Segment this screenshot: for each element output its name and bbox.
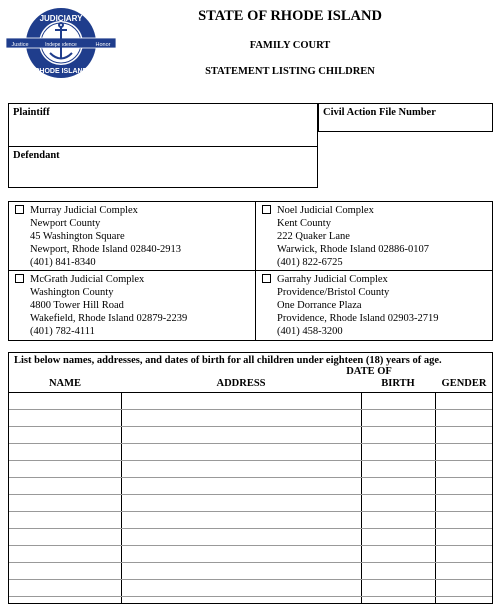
court-option-murray — [12, 204, 242, 269]
court-street: 222 Quaker Lane — [277, 231, 350, 242]
column-header-birth: BIRTH — [381, 378, 415, 389]
defendant-label: Defendant — [13, 150, 60, 161]
children-table — [8, 352, 493, 604]
table-row-line — [9, 494, 492, 495]
court-checkbox-mcgrath[interactable] — [15, 274, 24, 283]
table-row-line — [9, 460, 492, 461]
column-header-address: ADDRESS — [216, 378, 266, 389]
table-row-line — [9, 477, 492, 478]
court-county: Newport County — [30, 218, 101, 229]
seal-bottom-text: RHODE ISLAND — [34, 68, 88, 75]
seal-center-word: Independence — [45, 42, 77, 48]
table-row-line — [9, 596, 492, 597]
court-option-noel — [259, 204, 489, 269]
judiciary-seal — [6, 6, 116, 80]
court-county: Providence/Bristol County — [277, 287, 390, 298]
table-row-line — [9, 562, 492, 563]
civil-action-label: Civil Action File Number — [323, 107, 436, 118]
seal-top-text: JUDICIARY — [39, 14, 83, 23]
court-name: Murray Judicial Complex — [30, 205, 138, 216]
court-option-garrahy — [259, 273, 489, 338]
form-title: STATEMENT LISTING CHILDREN — [205, 66, 375, 77]
table-row-line — [9, 426, 492, 427]
court-title: FAMILY COURT — [249, 40, 331, 51]
table-row-line — [9, 545, 492, 546]
court-county: Kent County — [277, 218, 331, 229]
plaintiff-field[interactable] — [8, 103, 318, 147]
court-divider-horizontal — [9, 270, 492, 271]
column-header-date-of: DATE OF — [346, 366, 392, 377]
court-phone: (401) 782-4111 — [30, 326, 95, 337]
column-header-gender: GENDER — [441, 378, 487, 389]
court-street: 4800 Tower Hill Road — [30, 300, 124, 311]
court-checkbox-garrahy[interactable] — [262, 274, 271, 283]
state-title: STATE OF RHODE ISLAND — [198, 8, 382, 24]
court-county: Washington County — [30, 287, 114, 298]
court-divider-vertical — [255, 202, 256, 340]
column-header-name: NAME — [48, 378, 82, 389]
court-name: McGrath Judicial Complex — [30, 274, 145, 285]
table-header-rule — [9, 392, 492, 393]
defendant-field[interactable] — [8, 146, 318, 188]
table-row-line — [9, 579, 492, 580]
court-street: One Dorrance Plaza — [277, 300, 362, 311]
civil-action-field[interactable] — [318, 103, 493, 132]
court-locations — [8, 201, 493, 341]
table-row-line — [9, 409, 492, 410]
children-instruction: List below names, addresses, and dates of birth for all children under eighteen (18) years of age. — [14, 355, 442, 366]
column-divider — [435, 392, 436, 603]
court-city: Newport, Rhode Island 02840-2913 — [30, 244, 182, 255]
seal-left-word: Justice — [11, 42, 29, 48]
table-row-line — [9, 528, 492, 529]
table-row-line — [9, 511, 492, 512]
court-phone: (401) 458-3200 — [277, 326, 343, 337]
court-city: Providence, Rhode Island 02903-2719 — [277, 313, 439, 324]
court-name: Noel Judicial Complex — [277, 205, 374, 216]
court-city: Wakefield, Rhode Island 02879-2239 — [30, 313, 188, 324]
court-street: 45 Washington Square — [30, 231, 125, 242]
column-divider — [121, 392, 122, 603]
court-phone: (401) 822-6725 — [277, 257, 343, 268]
seal-right-word: Honor — [95, 42, 111, 48]
column-divider — [361, 392, 362, 603]
plaintiff-label: Plaintiff — [13, 107, 50, 118]
court-phone: (401) 841-8340 — [30, 257, 96, 268]
court-checkbox-noel[interactable] — [262, 205, 271, 214]
court-option-mcgrath — [12, 273, 242, 338]
table-row-line — [9, 443, 492, 444]
court-city: Warwick, Rhode Island 02886-0107 — [277, 244, 429, 255]
court-name: Garrahy Judicial Complex — [277, 274, 388, 285]
court-checkbox-murray[interactable] — [15, 205, 24, 214]
